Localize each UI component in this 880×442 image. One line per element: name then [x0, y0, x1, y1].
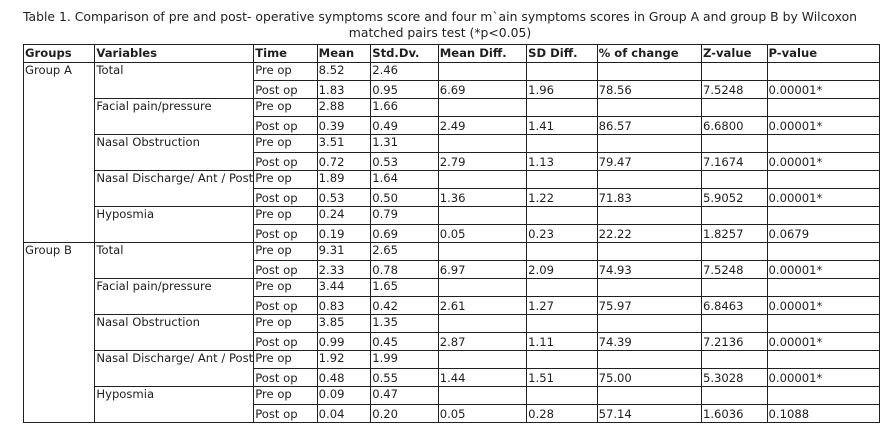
std-dv-cell: 2.46 [371, 63, 438, 81]
time-cell: Post op [254, 153, 317, 171]
time-cell: Post op [254, 369, 317, 387]
percent-change-cell [597, 315, 701, 333]
percent-change-cell [597, 207, 701, 225]
header-variables: Variables [95, 45, 254, 63]
sd-diff-cell [527, 207, 597, 225]
sd-diff-cell [527, 243, 597, 261]
time-cell: Post op [254, 297, 317, 315]
percent-change-cell: 57.14 [597, 405, 701, 423]
p-value-cell: 0.00001* [767, 369, 879, 387]
sd-diff-cell [527, 279, 597, 297]
z-value-cell: 7.5248 [701, 81, 767, 99]
p-value-cell [767, 99, 879, 117]
p-value-cell: 0.00001* [767, 333, 879, 351]
z-value-cell [701, 279, 767, 297]
time-cell: Pre op [254, 279, 317, 297]
time-cell: Post op [254, 225, 317, 243]
z-value-cell [701, 243, 767, 261]
percent-change-cell [597, 243, 701, 261]
std-dv-cell: 0.95 [371, 81, 438, 99]
table-row [24, 171, 880, 189]
mean-cell: 9.31 [317, 243, 371, 261]
mean-diff-cell: 2.87 [438, 333, 526, 351]
percent-change-cell [597, 387, 701, 405]
sd-diff-cell: 0.28 [527, 405, 597, 423]
variable-name: Hyposmia [95, 207, 254, 243]
table-row [24, 279, 880, 297]
sd-diff-cell: 0.23 [527, 225, 597, 243]
mean-cell: 1.92 [317, 351, 371, 369]
mean-cell: 1.89 [317, 171, 371, 189]
z-value-cell [701, 351, 767, 369]
header-percent-change: % of change [597, 45, 701, 63]
mean-diff-cell [438, 243, 526, 261]
std-dv-cell: 1.31 [371, 135, 438, 153]
mean-cell: 3.44 [317, 279, 371, 297]
z-value-cell: 6.8463 [701, 297, 767, 315]
percent-change-cell: 71.83 [597, 189, 701, 207]
mean-diff-cell: 1.44 [438, 369, 526, 387]
p-value-cell: 0.00001* [767, 261, 879, 279]
std-dv-cell: 0.50 [371, 189, 438, 207]
table-body [24, 63, 880, 423]
mean-cell: 0.24 [317, 207, 371, 225]
sd-diff-cell [527, 171, 597, 189]
mean-cell: 0.53 [317, 189, 371, 207]
variable-name: Nasal Discharge/ Ant / Post [95, 351, 254, 387]
table-row [24, 63, 880, 81]
percent-change-cell: 74.93 [597, 261, 701, 279]
percent-change-cell: 74.39 [597, 333, 701, 351]
percent-change-cell: 75.97 [597, 297, 701, 315]
caption-line-2: matched pairs test (*p<0.05) [348, 25, 532, 40]
mean-diff-cell [438, 351, 526, 369]
sd-diff-cell: 1.13 [527, 153, 597, 171]
time-cell: Post op [254, 189, 317, 207]
percent-change-cell [597, 63, 701, 81]
time-cell: Pre op [254, 135, 317, 153]
std-dv-cell: 1.99 [371, 351, 438, 369]
mean-diff-cell [438, 387, 526, 405]
sd-diff-cell: 1.41 [527, 117, 597, 135]
p-value-cell [767, 135, 879, 153]
mean-cell: 0.39 [317, 117, 371, 135]
percent-change-cell: 79.47 [597, 153, 701, 171]
mean-cell: 1.83 [317, 81, 371, 99]
mean-cell: 0.48 [317, 369, 371, 387]
sd-diff-cell [527, 99, 597, 117]
mean-cell: 0.99 [317, 333, 371, 351]
mean-diff-cell [438, 279, 526, 297]
variable-name: Facial pain/pressure [95, 279, 254, 315]
table-row [24, 387, 880, 405]
header-groups: Groups [24, 45, 95, 63]
p-value-cell: 0.0679 [767, 225, 879, 243]
header-time: Time [254, 45, 317, 63]
p-value-cell: 0.00001* [767, 81, 879, 99]
sd-diff-cell [527, 387, 597, 405]
mean-diff-cell [438, 63, 526, 81]
variable-name: Nasal Discharge/ Ant / Post [95, 171, 254, 207]
time-cell: Pre op [254, 207, 317, 225]
time-cell: Pre op [254, 387, 317, 405]
mean-diff-cell [438, 135, 526, 153]
sd-diff-cell [527, 315, 597, 333]
header-mean: Mean [317, 45, 371, 63]
time-cell: Post op [254, 81, 317, 99]
time-cell: Pre op [254, 243, 317, 261]
table-caption [0, 9, 880, 41]
mean-diff-cell [438, 315, 526, 333]
mean-diff-cell: 1.36 [438, 189, 526, 207]
z-value-cell: 1.6036 [701, 405, 767, 423]
mean-cell: 0.72 [317, 153, 371, 171]
sd-diff-cell [527, 135, 597, 153]
variable-name: Nasal Obstruction [95, 315, 254, 351]
p-value-cell: 0.1088 [767, 405, 879, 423]
group-name: Group A [24, 63, 95, 243]
mean-diff-cell: 0.05 [438, 225, 526, 243]
p-value-cell: 0.00001* [767, 153, 879, 171]
z-value-cell: 5.9052 [701, 189, 767, 207]
mean-diff-cell [438, 171, 526, 189]
sd-diff-cell: 1.11 [527, 333, 597, 351]
header-row [24, 45, 880, 63]
percent-change-cell [597, 351, 701, 369]
header-z-value: Z-value [701, 45, 767, 63]
z-value-cell: 5.3028 [701, 369, 767, 387]
mean-cell: 0.19 [317, 225, 371, 243]
time-cell: Post op [254, 117, 317, 135]
table-row [24, 99, 880, 117]
mean-cell: 0.09 [317, 387, 371, 405]
mean-diff-cell: 2.61 [438, 297, 526, 315]
mean-cell: 8.52 [317, 63, 371, 81]
p-value-cell: 0.00001* [767, 297, 879, 315]
z-value-cell: 7.1674 [701, 153, 767, 171]
percent-change-cell [597, 279, 701, 297]
z-value-cell [701, 63, 767, 81]
std-dv-cell: 0.69 [371, 225, 438, 243]
time-cell: Post op [254, 405, 317, 423]
percent-change-cell: 86.57 [597, 117, 701, 135]
variable-name: Facial pain/pressure [95, 99, 254, 135]
p-value-cell [767, 351, 879, 369]
z-value-cell: 1.8257 [701, 225, 767, 243]
mean-cell: 0.83 [317, 297, 371, 315]
percent-change-cell: 75.00 [597, 369, 701, 387]
table-row [24, 135, 880, 153]
mean-cell: 0.04 [317, 405, 371, 423]
std-dv-cell: 0.42 [371, 297, 438, 315]
mean-cell: 2.33 [317, 261, 371, 279]
time-cell: Pre op [254, 99, 317, 117]
z-value-cell [701, 207, 767, 225]
time-cell: Pre op [254, 171, 317, 189]
mean-diff-cell: 2.49 [438, 117, 526, 135]
p-value-cell [767, 243, 879, 261]
std-dv-cell: 1.65 [371, 279, 438, 297]
variable-name: Total [95, 243, 254, 279]
std-dv-cell: 1.64 [371, 171, 438, 189]
mean-diff-cell: 6.97 [438, 261, 526, 279]
mean-cell: 3.85 [317, 315, 371, 333]
sd-diff-cell: 1.51 [527, 369, 597, 387]
mean-cell: 2.88 [317, 99, 371, 117]
table-row [24, 351, 880, 369]
p-value-cell [767, 315, 879, 333]
p-value-cell [767, 279, 879, 297]
table-row [24, 315, 880, 333]
table-row [24, 207, 880, 225]
sd-diff-cell: 1.96 [527, 81, 597, 99]
sd-diff-cell [527, 351, 597, 369]
std-dv-cell: 0.53 [371, 153, 438, 171]
mean-diff-cell: 6.69 [438, 81, 526, 99]
std-dv-cell: 0.47 [371, 387, 438, 405]
std-dv-cell: 1.66 [371, 99, 438, 117]
time-cell: Post op [254, 261, 317, 279]
p-value-cell [767, 171, 879, 189]
std-dv-cell: 0.55 [371, 369, 438, 387]
z-value-cell [701, 99, 767, 117]
header-mean-diff: Mean Diff. [438, 45, 526, 63]
p-value-cell: 0.00001* [767, 189, 879, 207]
sd-diff-cell: 2.09 [527, 261, 597, 279]
header-std-dv: Std.Dv. [371, 45, 438, 63]
std-dv-cell: 0.79 [371, 207, 438, 225]
table-row [24, 243, 880, 261]
percent-change-cell: 22.22 [597, 225, 701, 243]
percent-change-cell [597, 135, 701, 153]
z-value-cell [701, 315, 767, 333]
sd-diff-cell: 1.27 [527, 297, 597, 315]
header-p-value: P-value [767, 45, 879, 63]
group-name: Group B [24, 243, 95, 423]
mean-cell: 3.51 [317, 135, 371, 153]
std-dv-cell: 0.20 [371, 405, 438, 423]
z-value-cell [701, 171, 767, 189]
mean-diff-cell: 2.79 [438, 153, 526, 171]
mean-diff-cell: 0.05 [438, 405, 526, 423]
sd-diff-cell: 1.22 [527, 189, 597, 207]
caption-line-1: Table 1. Comparison of pre and post- operative symptoms score and four m`ain symptoms scores in Group A and group B by Wilcoxon [22, 9, 858, 24]
z-value-cell: 7.5248 [701, 261, 767, 279]
std-dv-cell: 2.65 [371, 243, 438, 261]
percent-change-cell: 78.56 [597, 81, 701, 99]
variable-name: Nasal Obstruction [95, 135, 254, 171]
percent-change-cell [597, 99, 701, 117]
z-value-cell: 7.2136 [701, 333, 767, 351]
z-value-cell [701, 135, 767, 153]
time-cell: Pre op [254, 315, 317, 333]
std-dv-cell: 1.35 [371, 315, 438, 333]
time-cell: Pre op [254, 351, 317, 369]
results-table [23, 44, 880, 423]
mean-diff-cell [438, 99, 526, 117]
variable-name: Total [95, 63, 254, 99]
mean-diff-cell [438, 207, 526, 225]
time-cell: Pre op [254, 63, 317, 81]
time-cell: Post op [254, 333, 317, 351]
sd-diff-cell [527, 63, 597, 81]
std-dv-cell: 0.45 [371, 333, 438, 351]
std-dv-cell: 0.78 [371, 261, 438, 279]
std-dv-cell: 0.49 [371, 117, 438, 135]
p-value-cell [767, 387, 879, 405]
z-value-cell [701, 387, 767, 405]
p-value-cell [767, 207, 879, 225]
variable-name: Hyposmia [95, 387, 254, 423]
percent-change-cell [597, 171, 701, 189]
header-sd-diff: SD Diff. [527, 45, 597, 63]
p-value-cell: 0.00001* [767, 117, 879, 135]
z-value-cell: 6.6800 [701, 117, 767, 135]
p-value-cell [767, 63, 879, 81]
